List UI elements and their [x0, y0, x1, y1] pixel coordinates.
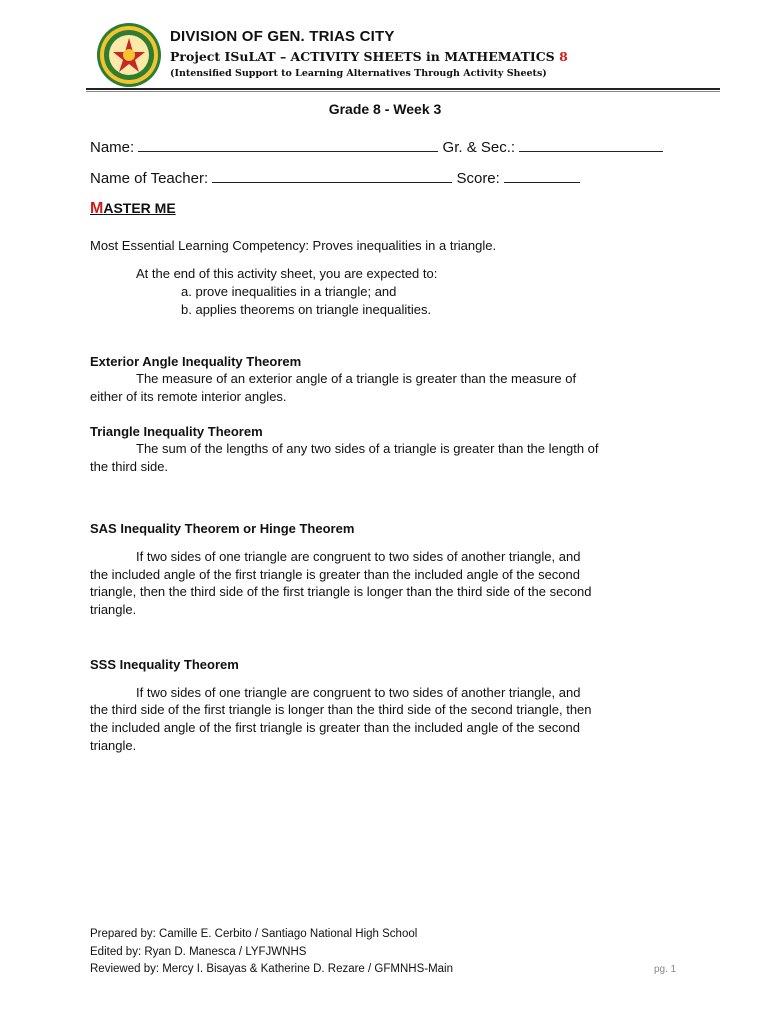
- grsec-field[interactable]: [519, 137, 663, 152]
- teacher-field[interactable]: [212, 168, 452, 183]
- theorem-line: the third side of the first triangle is longer than the third side of the second triangle, then: [90, 702, 592, 717]
- theorem-line: the included angle of the first triangle is greater than the included angle of the second: [90, 567, 580, 582]
- project-title-text: Project ISuLAT – ACTIVITY SHEETS in MATHEMATICS: [170, 49, 555, 64]
- theorem-line: triangle, then the third side of the first triangle is longer than the third side of the second: [90, 584, 592, 599]
- theorem-title: SSS Inequality Theorem: [90, 657, 239, 672]
- page-number: pg. 1: [654, 964, 677, 975]
- objective-marker: a.: [181, 284, 192, 299]
- grsec-label: Gr. & Sec.:: [442, 139, 516, 156]
- division-seal-icon: [96, 22, 162, 88]
- objective-text: applies theorems on triangle inequalities.: [195, 302, 432, 317]
- theorem-line: If two sides of one triangle are congruent to two sides of another triangle, and: [136, 685, 581, 700]
- header-rule-thin: [86, 91, 720, 92]
- name-label: Name:: [90, 139, 135, 156]
- objective-item: [181, 301, 431, 319]
- footer-edited: Edited by: Ryan D. Manesca / LYFJWNHS: [90, 946, 307, 958]
- teacher-label: Name of Teacher:: [90, 170, 209, 187]
- section-heading-initial: M: [90, 200, 104, 217]
- theorem-line: triangle.: [90, 738, 137, 753]
- name-row: [90, 137, 663, 156]
- objectives-intro: At the end of this activity sheet, you are expected to:: [136, 266, 438, 281]
- theorem-line: The measure of an exterior angle of a triangle is greater than the measure of: [136, 371, 577, 386]
- project-subtitle: (Intensified Support to Learning Alternatives Through Activity Sheets): [170, 68, 547, 79]
- name-field[interactable]: [138, 137, 438, 152]
- section-heading: [90, 200, 176, 218]
- score-label: Score:: [456, 170, 500, 187]
- objective-item: [181, 283, 396, 301]
- teacher-row: [90, 168, 580, 187]
- theorem-line: The sum of the lengths of any two sides of a triangle is greater than the length of: [136, 441, 599, 456]
- theorem-line: the third side.: [90, 459, 169, 474]
- theorem-line: If two sides of one triangle are congruent to two sides of another triangle, and: [136, 549, 581, 564]
- objective-marker: b.: [181, 302, 192, 317]
- header-rule: [86, 88, 720, 90]
- footer-reviewed: Reviewed by: Mercy I. Bisayas & Katherine D. Rezare / GFMNHS-Main: [90, 963, 454, 975]
- objective-text: prove inequalities in a triangle; and: [195, 284, 397, 299]
- project-grade: 8: [559, 49, 568, 64]
- theorem-title: SAS Inequality Theorem or Hinge Theorem: [90, 521, 355, 536]
- section-heading-rest: ASTER ME: [103, 200, 176, 216]
- footer-prepared: Prepared by: Camille E. Cerbito / Santiago National High School: [90, 928, 418, 940]
- score-field[interactable]: [504, 168, 580, 183]
- grade-week-heading: Grade 8 - Week 3: [328, 101, 442, 117]
- theorem-title: Exterior Angle Inequality Theorem: [90, 354, 302, 369]
- competency-text: Most Essential Learning Competency: Proves inequalities in a triangle.: [90, 238, 497, 253]
- theorem-line: triangle.: [90, 602, 137, 617]
- project-title: [170, 49, 568, 64]
- theorem-line: either of its remote interior angles.: [90, 389, 287, 404]
- theorem-title: Triangle Inequality Theorem: [90, 424, 263, 439]
- division-title: DIVISION OF GEN. TRIAS CITY: [170, 28, 395, 45]
- theorem-line: the included angle of the first triangle is greater than the included angle of the second: [90, 720, 580, 735]
